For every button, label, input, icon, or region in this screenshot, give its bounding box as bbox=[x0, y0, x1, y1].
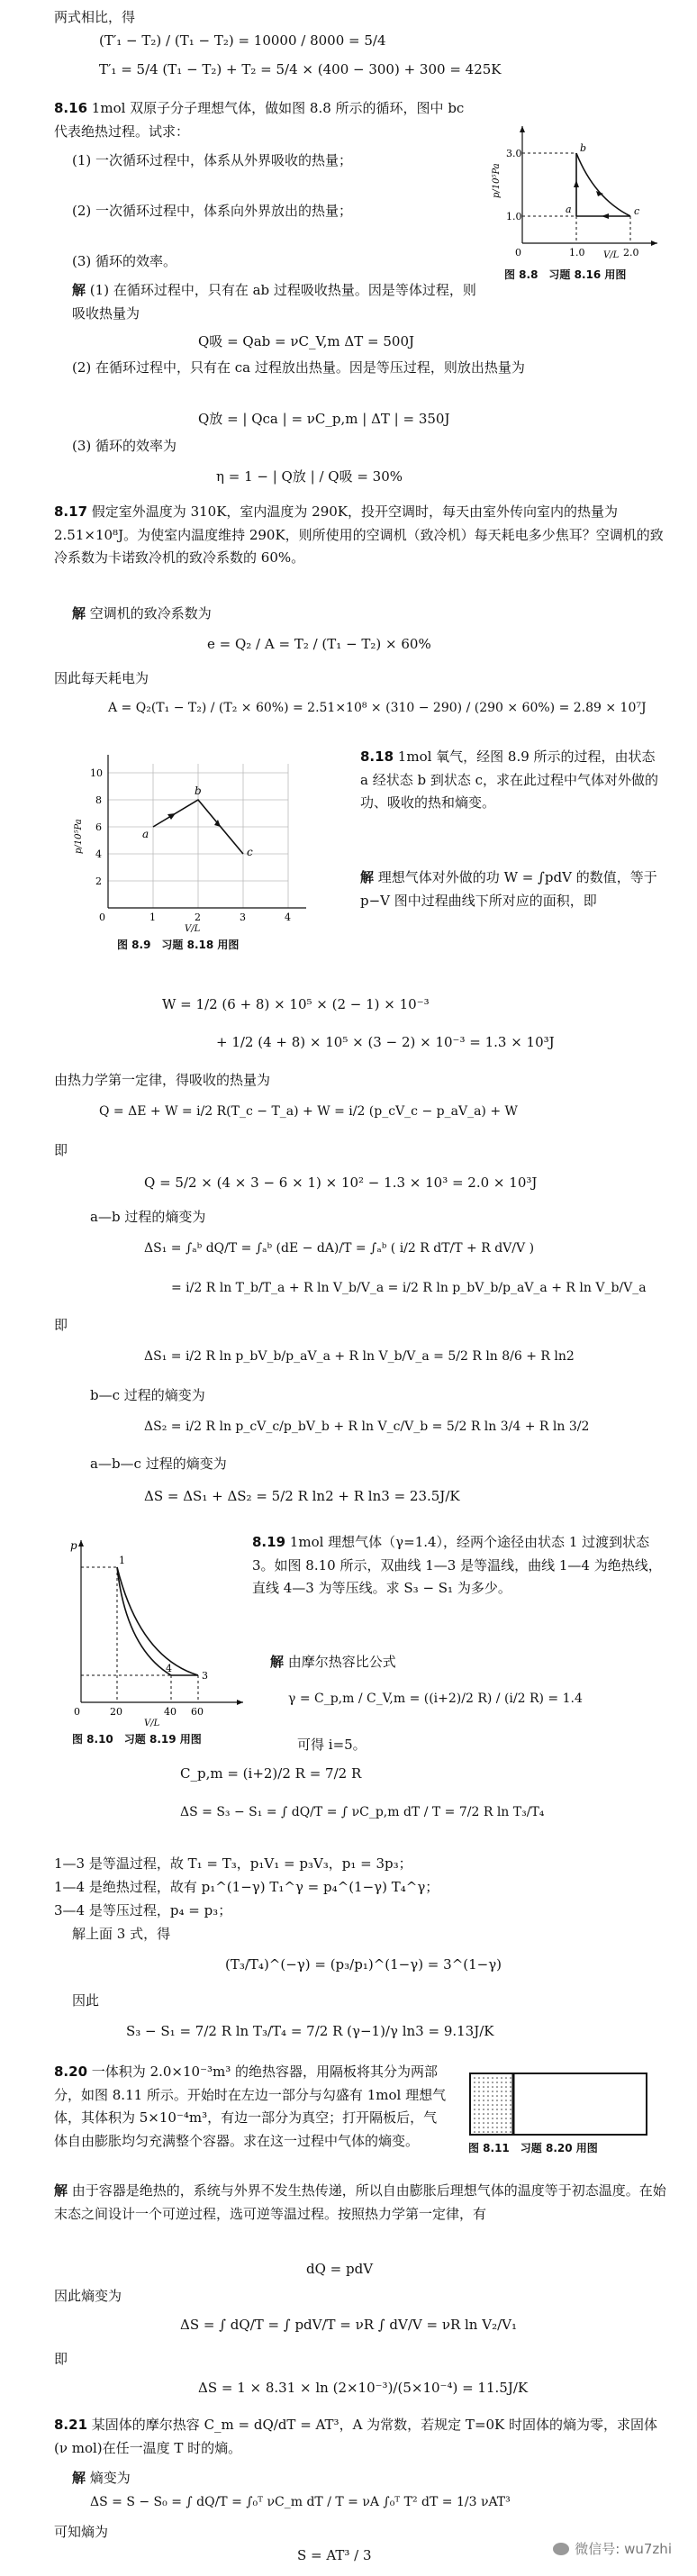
equation-entropy-final: S = AT³ / 3 bbox=[297, 2547, 372, 2563]
equation-cp: C_p,m = (i+2)/2 R = 7/2 R bbox=[180, 1765, 362, 1782]
fig810-ylabel: p bbox=[70, 1539, 77, 1552]
equation-entropy-20b: ΔS = 1 × 8.31 × ln (2×10⁻³)/(5×10⁻⁴) = 11.5J/K bbox=[198, 2380, 529, 2396]
figure-8-10-caption: 图 8.10 习题 8.19 用图 bbox=[72, 1733, 202, 1746]
watermark-text: 微信号: wu7zhi bbox=[575, 2540, 672, 2557]
solution-text: (1) 在循环过程中，只有在 ab 过程吸收热量。因是等体过程，则吸收热量为 bbox=[72, 282, 476, 322]
equation-t1prime: T′₁ = 5/4 (T₁ − T₂) + T₂ = 5/4 × (400 − 300) + 300 = 425K bbox=[99, 61, 502, 77]
fig89-xtick-2: 2 bbox=[195, 912, 201, 923]
problem-8-18-sol1 bbox=[360, 866, 666, 912]
problem-8-19-sol7: 因此 bbox=[72, 1992, 100, 2009]
figure-8-11-caption: 图 8.11 习题 8.20 用图 bbox=[468, 2142, 598, 2154]
intro-text: 两式相比，得 bbox=[54, 9, 136, 25]
equation-ratio: (T′₁ − T₂) / (T₁ − T₂) = 10000 / 8000 = 5/4 bbox=[99, 32, 386, 49]
problem-8-19-sol6: 解上面 3 式，得 bbox=[72, 1926, 171, 1942]
figure-8-9 bbox=[54, 737, 333, 935]
problem-8-18-sol7: a—b—c 过程的熵变为 bbox=[90, 1456, 227, 1472]
solution-text: 由摩尔热容比公式 bbox=[287, 1654, 396, 1670]
fig89-ytick-6: 6 bbox=[95, 821, 102, 833]
problem-8-18-sol6: b—c 过程的熵变为 bbox=[90, 1387, 205, 1403]
equation-temp-ratio: (T₃/T₄)^(−γ) = (p₃/p₁)^(1−γ) = 3^(1−γ) bbox=[225, 1956, 502, 1973]
equation-cop: e = Q₂ / A = T₂ / (T₁ − T₂) × 60% bbox=[207, 636, 431, 652]
equation-entropy-4: ΔS₂ = i/2 R ln p_cV_c/p_bV_b + R ln V_c/V_b = 5/2 R ln 3/4 + R ln 3/2 bbox=[144, 1420, 590, 1434]
fig810-xtick-0: 0 bbox=[74, 1706, 80, 1718]
problem-8-17-sol2: 因此每天耗电为 bbox=[54, 670, 149, 686]
equation-heat-2: Q = 5/2 × (4 × 3 − 6 × 1) × 10² − 1.3 × 10³ = 2.0 × 10³J bbox=[144, 1175, 538, 1191]
problem-8-17-statement bbox=[54, 501, 666, 570]
problem-8-19-sol2: 可得 i=5。 bbox=[297, 1737, 367, 1753]
solution-label: 解 bbox=[270, 1654, 285, 1670]
fig89-xtick-3: 3 bbox=[240, 912, 246, 923]
problem-8-19-sol3: 1—3 是等温过程，故 T₁ = T₃，p₁V₁ = p₃V₃，p₁ = 3p₃； bbox=[54, 1855, 412, 1872]
problem-8-19-sol5: 3—4 是等压过程，p₄ = p₃； bbox=[54, 1902, 232, 1918]
problem-8-21-statement bbox=[54, 2414, 666, 2460]
fig88-ylabel: p/10⁵Pa bbox=[492, 163, 502, 198]
fig810-point-3: 3 bbox=[202, 1670, 208, 1682]
problem-8-16-sol3: (3) 循环的效率为 bbox=[72, 438, 177, 454]
problem-8-16-sol2: (2) 在循环过程中，只有在 ca 过程放出热量。因是等压过程，则放出热量为 bbox=[72, 359, 525, 376]
equation-gamma: γ = C_p,m / C_V,m = ((i+2)/2 R) / (i/2 R) = 1.4 bbox=[288, 1692, 583, 1706]
solution-label: 解 bbox=[54, 2182, 68, 2199]
equation-efficiency: η = 1 − | Q放 | / Q吸 = 30% bbox=[216, 468, 403, 485]
solution-label: 解 bbox=[72, 282, 86, 298]
problem-text: 一体积为 2.0×10⁻³m³ 的绝热容器，用隔板将其分为两部分，如图 8.11 所示。开始时在左边一部分与勾盛有 1mol 理想气体，其体积为 5×10⁻⁴m³，有边一部分为真空；打开隔板后，气体自由膨胀均匀充满整个容器。求在这一过程中气体的熵变。 bbox=[54, 2064, 447, 2149]
problem-8-19-sol4: 1—4 是绝热过程，故有 p₁^(1−γ) T₁^γ = p₄^(1−γ) T₄^γ； bbox=[54, 1879, 439, 1895]
problem-8-18-sol3: 即 bbox=[54, 1142, 68, 1158]
figure-8-9-caption: 图 8.9 习题 8.18 用图 bbox=[117, 939, 240, 951]
fig89-xtick-1: 1 bbox=[149, 912, 156, 923]
solution-text: 理想气体对外做的功 W = ∫pdV 的数值，等于 p−V 图中过程曲线下所对应的面积，即 bbox=[360, 869, 657, 909]
problem-8-18-statement bbox=[360, 746, 666, 815]
equation-work-1: W = 1/2 (6 + 8) × 10⁵ × (2 − 1) × 10⁻³ bbox=[162, 996, 430, 1012]
problem-8-20-sol1 bbox=[54, 2180, 666, 2226]
equation-entropy-3: ΔS₁ = i/2 R ln p_bV_b/p_aV_a + R ln V_b/V_a = 5/2 R ln 8/6 + R ln2 bbox=[144, 1349, 575, 1364]
solution-text: 熵变为 bbox=[89, 2470, 131, 2486]
fig88-xtick-1: 1.0 bbox=[569, 247, 585, 259]
fig89-xtick-0: 0 bbox=[99, 912, 105, 923]
equation-entropy-19: ΔS = S₃ − S₁ = ∫ dQ/T = ∫ νC_p,m dT / T = 7/2 R ln T₃/T₄ bbox=[180, 1805, 545, 1819]
problem-8-20-sol3: 即 bbox=[54, 2351, 68, 2367]
problem-8-20-statement bbox=[54, 2061, 450, 2153]
fig88-point-b: b bbox=[580, 142, 587, 154]
fig810-xtick-60: 60 bbox=[191, 1706, 204, 1718]
problem-text: 假定室外温度为 310K，室内温度为 290K，投开空调时，每天由室外传向室内的热量为 2.51×10⁸J。为使室内温度维持 290K，则所使用的空调机（致冷机）每天耗电多少焦耳？空调机的致冷系数为卡诺致冷机的致冷系数的 60%。 bbox=[54, 503, 664, 566]
solution-text: 由于容器是绝热的，系统与外界不发生热传递，所以自由膨胀后理想气体的温度等于初态温度。在始末态之间设计一个可逆过程，选可逆等温过程。按照热力学第一定律，有 bbox=[54, 2182, 666, 2222]
fig89-xtick-4: 4 bbox=[285, 912, 291, 923]
problem-number: 8.18 bbox=[360, 748, 394, 765]
problem-8-21-sol1 bbox=[72, 2468, 661, 2489]
problem-text: 1mol 双原子分子理想气体，做如图 8.8 所示的循环，图中 bc 代表绝热过程。试求： bbox=[54, 100, 465, 140]
problem-text: 1mol 氧气，经图 8.9 所示的过程，由状态 a 经状态 b 到状态 c，求在此过程中气体对外做的功、吸收的热和熵变。 bbox=[360, 748, 659, 811]
solution-label: 解 bbox=[72, 605, 86, 621]
problem-8-16-statement bbox=[54, 97, 477, 143]
problem-number: 8.17 bbox=[54, 503, 88, 520]
fig810-xtick-20: 20 bbox=[110, 1706, 122, 1718]
fig89-ytick-2: 2 bbox=[95, 875, 102, 887]
fig89-xlabel: V/L bbox=[185, 924, 201, 934]
fig89-point-a: a bbox=[142, 828, 149, 840]
equation-work-2: + 1/2 (4 + 8) × 10⁵ × (3 − 2) × 10⁻³ = 1.3 × 10³J bbox=[216, 1034, 555, 1050]
problem-8-16-q1: (1) 一次循环过程中，体系从外界吸收的热量； bbox=[72, 152, 353, 168]
fig88-point-c: c bbox=[634, 205, 640, 217]
problem-number: 8.20 bbox=[54, 2064, 88, 2080]
fig89-ytick-4: 4 bbox=[95, 848, 102, 860]
equation-entropy-21: ΔS = S − S₀ = ∫ dQ/T = ∫₀ᵀ νC_m dT / T = νA ∫₀ᵀ T² dT = 1/3 νAT³ bbox=[90, 2495, 511, 2509]
problem-8-18-sol2: 由热力学第一定律，得吸收的热量为 bbox=[54, 1072, 271, 1088]
equation-entropy-2: = i/2 R ln T_b/T_a + R ln V_b/V_a = i/2 R ln p_bV_b/p_aV_a + R ln V_b/V_a bbox=[171, 1281, 647, 1295]
problem-8-18-sol4: a—b 过程的熵变为 bbox=[90, 1209, 206, 1225]
equation-entropy-total: ΔS = ΔS₁ + ΔS₂ = 5/2 R ln2 + R ln3 = 23.5J/K bbox=[144, 1488, 460, 1504]
problem-number: 8.21 bbox=[54, 2417, 88, 2433]
wechat-icon bbox=[553, 2543, 569, 2555]
fig810-point-4: 4 bbox=[166, 1663, 172, 1674]
fig88-point-a: a bbox=[566, 204, 572, 215]
problem-8-19-sol1 bbox=[270, 1652, 661, 1673]
problem-text: 某固体的摩尔热容 C_m = dQ/dT = AT³，A 为常数，若规定 T=0K 时固体的熵为零，求固体(ν mol)在任一温度 T 时的熵。 bbox=[54, 2417, 658, 2456]
equation-q-released: Q放 = | Qca | = νC_p,m | ΔT | = 350J bbox=[198, 411, 450, 427]
fig810-point-1: 1 bbox=[119, 1555, 125, 1566]
equation-heat-1: Q = ΔE + W = i/2 R(T_c − T_a) + W = i/2 (p_cV_c − p_aV_a) + W bbox=[99, 1104, 518, 1119]
fig88-ytick-1: 1.0 bbox=[506, 211, 522, 222]
fig89-point-b: b bbox=[195, 785, 202, 797]
equation-entropy-20a: ΔS = ∫ dQ/T = ∫ pdV/T = νR ∫ dV/V = νR ln V₂/V₁ bbox=[180, 2317, 517, 2333]
fig810-xtick-40: 40 bbox=[164, 1706, 177, 1718]
problem-8-21-sol2: 可知熵为 bbox=[54, 2524, 109, 2540]
problem-8-16-sol1 bbox=[72, 279, 486, 325]
fig89-ylabel: p/10⁵Pa bbox=[74, 819, 84, 854]
problem-8-16-q3: (3) 循环的效率。 bbox=[72, 253, 177, 269]
problem-number: 8.19 bbox=[252, 1534, 286, 1550]
watermark bbox=[553, 2539, 672, 2560]
problem-8-16-q2: (2) 一次循环过程中，体系向外界放出的热量； bbox=[72, 203, 353, 219]
figure-8-11 bbox=[468, 2072, 648, 2136]
figure-8-8-caption: 图 8.8 习题 8.16 用图 bbox=[504, 268, 627, 281]
fig810-xlabel: V/L bbox=[144, 1719, 160, 1728]
problem-8-17-sol1 bbox=[72, 603, 661, 624]
problem-8-18-sol5: 即 bbox=[54, 1317, 68, 1333]
fig89-ytick-10: 10 bbox=[90, 767, 103, 779]
fig88-xtick-0: 0 bbox=[515, 247, 521, 259]
equation-dq: dQ = pdV bbox=[306, 2261, 374, 2277]
equation-entropy-1: ΔS₁ = ∫ₐᵇ dQ/T = ∫ₐᵇ (dE − dA)/T = ∫ₐᵇ ( i/2 R dT/T + R dV/V ) bbox=[144, 1241, 535, 1256]
fig88-xtick-2: 2.0 bbox=[623, 247, 639, 259]
figure-8-8 bbox=[486, 117, 666, 261]
problem-text: 1mol 理想气体（γ=1.4），经两个途径由状态 1 过渡到状态 3。如图 8.10 所示，双曲线 1—3 是等温线，曲线 1—4 为绝热线，直线 4—3 为等压线。求 S₃ − S₁ 为多少。 bbox=[252, 1534, 662, 1596]
problem-8-19-statement bbox=[252, 1531, 666, 1601]
fig89-point-c: c bbox=[247, 846, 253, 858]
solution-label: 解 bbox=[72, 2470, 86, 2486]
fig89-ytick-8: 8 bbox=[95, 794, 102, 806]
equation-energy-daily: A = Q₂(T₁ − T₂) / (T₂ × 60%) = 2.51×10⁸ × (310 − 290) / (290 × 60%) = 2.89 × 10⁷J bbox=[108, 701, 647, 715]
problem-number: 8.16 bbox=[54, 100, 88, 116]
solution-text: 空调机的致冷系数为 bbox=[89, 605, 212, 621]
equation-entropy-result-19: S₃ − S₁ = 7/2 R ln T₃/T₄ = 7/2 R (γ−1)/γ ln3 = 9.13J/K bbox=[126, 2023, 494, 2039]
equation-q-absorbed: Q吸 = Qab = νC_V,m ΔT = 500J bbox=[198, 333, 415, 349]
fig88-ytick-3: 3.0 bbox=[506, 148, 522, 159]
figure-8-10 bbox=[54, 1531, 252, 1729]
solution-label: 解 bbox=[360, 869, 375, 885]
fig88-xlabel: V/L bbox=[603, 250, 620, 260]
problem-8-20-sol2: 因此熵变为 bbox=[54, 2288, 122, 2304]
